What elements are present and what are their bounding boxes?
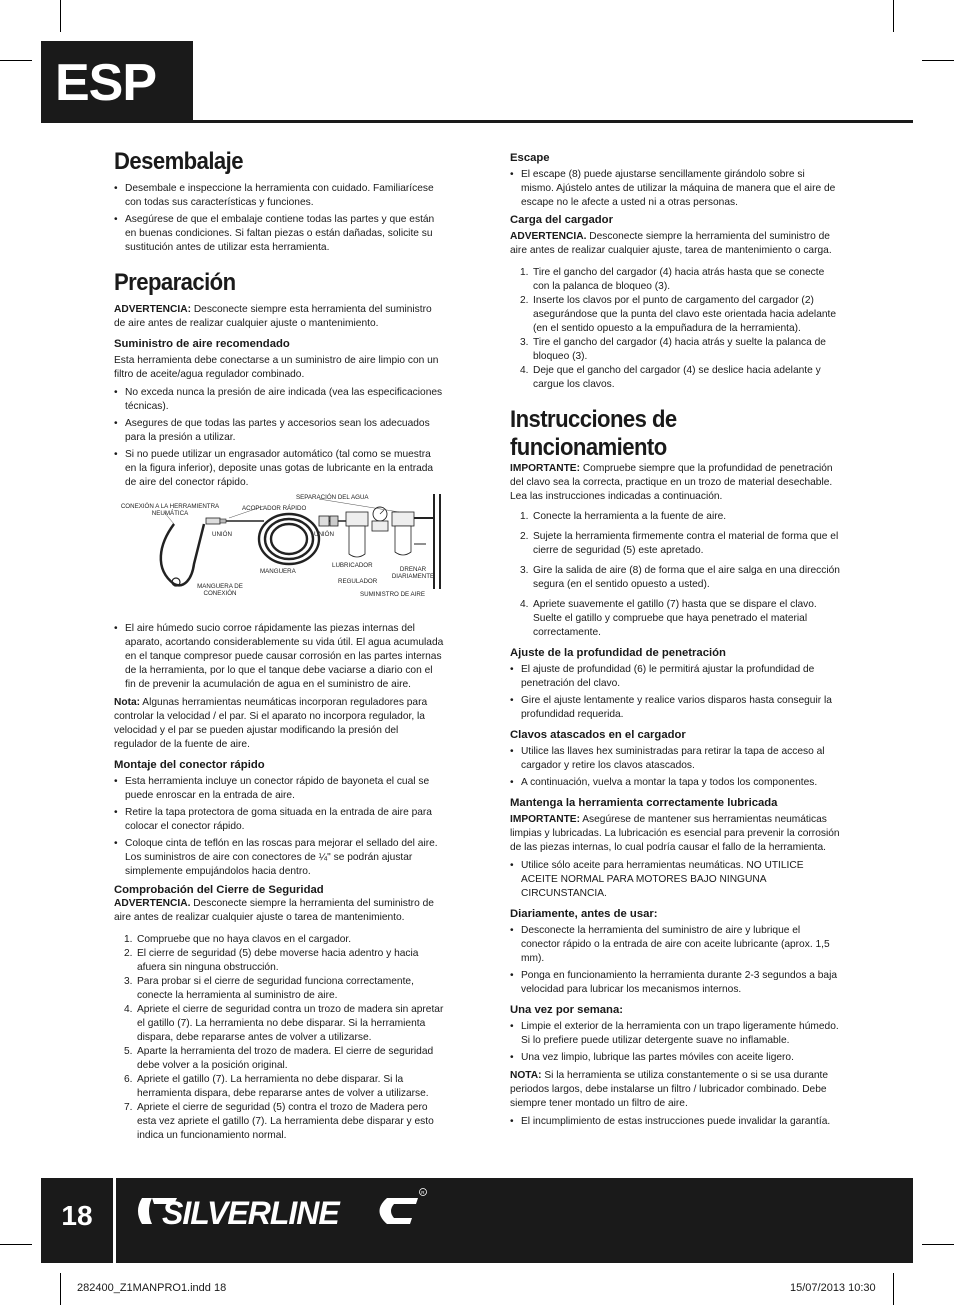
wet-air-list xyxy=(114,622,444,692)
step-text: Apriete el cierre de seguridad contra un trozo de madera sin apretar el gatillo (7). La herramienta no debe disparar. Si la herramienta dispara, debe repararse antes de volver a utilizarse. xyxy=(137,1004,444,1043)
step-text: Apriete el gatillo (7). La herramienta no debe disparar. Si la herramienta dispara, debe repararse antes de volver a utilizarse. xyxy=(137,1074,429,1099)
lube-list xyxy=(510,859,840,901)
label-quick-coupler: ACOPLADOR RÁPIDO xyxy=(242,505,307,512)
list-item: • Si no puede utilizar un engrasador automático (tal como se muestra en la figura inferior), deposite unas gotas de lubricante en la entrada de aire del conector rápido. xyxy=(114,448,444,490)
list-item: • Coloque cinta de teflón en las roscas para mejorar el sellado del aire. Los suministros de aire con conectores de ¼" se podrán ajustar simplemente empujándolos hacia dentro. xyxy=(114,837,444,879)
list-item: • Desembale e inspeccione la herramienta con cuidado. Familiarícese con todas sus características y funciones. xyxy=(114,182,444,210)
label-hose: MANGUERA xyxy=(260,568,296,575)
warning-text: Desconecte siempre la herramienta del suministro de aire antes de realizar cualquier ajuste, tarea de mantenimiento o carga. xyxy=(510,231,832,256)
list-item: • A continuación, vuelva a montar la tapa y todos los componentes. xyxy=(510,776,840,790)
label-lubricator: LUBRICADOR xyxy=(332,562,373,569)
language-tab xyxy=(41,41,193,123)
list-item: 4. Deje que el gancho del cargador (4) se deslice hacia adelante y cargue los clavos. xyxy=(520,365,821,390)
daily-list xyxy=(510,924,840,997)
loading-warning xyxy=(510,230,840,258)
label-tool-connection: CONEXIÓN A LA HERRAMIENTRA NEUMÁTICA xyxy=(120,503,220,517)
list-item: 1. Conecte la herramienta a la fuente de aire. xyxy=(520,511,727,522)
section-title-ops: Instrucciones de funcionamiento xyxy=(510,406,677,461)
label-drain-daily: DRENAR DIARIAMENTE xyxy=(391,566,435,580)
brand-wordmark: SILVERLINE xyxy=(162,1195,339,1231)
exhaust-list xyxy=(510,168,840,210)
jam-list xyxy=(510,745,840,790)
important-label: IMPORTANTE: xyxy=(510,463,580,474)
note-paragraph xyxy=(114,696,444,752)
list-item: 4. Apriete suavemente el gatillo (7) hasta que se dispare el clavo. Suelte el gatillo y compruebe que haya penetrado el material correctamente. xyxy=(520,599,817,638)
date-info: 15/07/2013 10:30 xyxy=(790,1282,876,1294)
list-item: • Utilice las llaves hex suministradas para retirar la tapa de acceso al cargador y retire los clavos atascados. xyxy=(510,745,840,773)
weekly-heading: Una vez por semana: xyxy=(510,1004,624,1016)
step-text: Tire el gancho del cargador (4) hacia atrás hasta que se conecte con la palanca de bloqueo (3). xyxy=(533,267,825,292)
crop-mark xyxy=(922,60,954,61)
list-item: 6. Apriete el gatillo (7). La herramienta no debe disparar. Si la herramienta dispara, debe repararse antes de volver a utilizarse. xyxy=(124,1074,429,1099)
step-text: Deje que el gancho del cargador (4) se deslice hacia adelante y cargue los clavos. xyxy=(533,365,821,390)
crop-mark xyxy=(60,1273,61,1305)
depth-heading: Ajuste de la profundidad de penetración xyxy=(510,647,726,659)
list-item: 4. Apriete el cierre de seguridad contra un trozo de madera sin apretar el gatillo (7). La herramienta no debe disparar. Si la herramienta dispara, debe repararse antes de volver a utilizarse. xyxy=(124,1004,444,1043)
loading-heading: Carga del cargador xyxy=(510,214,613,226)
ops-note xyxy=(510,1069,840,1111)
list-item: 3. Gire la salida de aire (8) de forma que el aire salga en una dirección segura (en el sentido opuesto a usted). xyxy=(520,565,840,590)
step-text: Inserte los clavos por el punto de cargamento del cargador (2) asegurándose que la punta del clavo este orientada hacia adelante (en el sentido opuesto a la empuñadura de la herramienta). xyxy=(533,295,837,334)
list-item: 2. El cierre de seguridad (5) debe moverse hacia adentro y hacia afuera sin ninguna obstrucción. xyxy=(124,948,419,973)
list-item: 3. Para probar si el cierre de seguridad funciona correctamente, conecte la herramienta al suministro de aire. xyxy=(124,976,414,1001)
language-label: ESP xyxy=(55,54,157,112)
list-item: 2. Inserte los clavos por el punto de cargamento del cargador (2) asegurándose que la punta del clavo este orientada hacia adelante (en el sentido opuesto a la empuñadura de la herramienta). xyxy=(520,295,837,334)
warning-text: Desconecte siempre esta herramienta del suministro de aire antes de realizar cualquier ajuste o mantenimiento. xyxy=(114,304,432,329)
note-label: NOTA: xyxy=(510,1070,542,1081)
file-info: 282400_Z1MANPRO1.indd 18 xyxy=(77,1282,227,1294)
page-number: 18 xyxy=(61,1200,93,1231)
lube-important xyxy=(510,813,840,855)
list-item: • Gire el ajuste lentamente y realice varios disparos hasta conseguir la profundidad requerida. xyxy=(510,694,840,722)
important-text: Compruebe siempre que la profundidad de penetración del clavo sea la correcta, practique en un trozo de material desechable. Lea las instrucciones indicadas a continuación. xyxy=(510,463,833,502)
list-item: • Desconecte la herramienta del suministro de aire y lubrique el conector rápido o la entrada de aire con aceite lubricante (aprox. 1,5 mm). xyxy=(510,924,840,966)
jam-heading: Clavos atascados en el cargador xyxy=(510,729,686,741)
list-item: • Limpie el exterior de la herramienta con un trapo ligeramente húmedo. Si lo prefiere puede utilizar detergente suave no inflamable. xyxy=(510,1020,840,1048)
crop-mark xyxy=(893,1273,894,1305)
step-text: Aparte la herramienta del trozo de madera. El cierre de seguridad debe volver a la posición original. xyxy=(137,1046,434,1071)
list-item: • Ponga en funcionamiento la herramienta durante 2-3 segundos a baja velocidad para lubricar los mecanismos internos. xyxy=(510,969,840,997)
label-connection-hose: MANGUERA DE CONEXIÓN xyxy=(197,583,243,597)
crop-mark xyxy=(0,60,32,61)
svg-text:R: R xyxy=(421,1189,425,1195)
crop-mark xyxy=(922,1244,954,1245)
list-item: • El escape (8) puede ajustarse sencillamente girándolo sobre si mismo. Ajústelo antes de utilizar la máquina de manera que el aire de escape no le afecte a usted ni a otras personas. xyxy=(510,168,840,210)
list-item: • Asegures de que todas las partes y accesorios sean los adecuados para la presión a utilizar. xyxy=(114,417,444,445)
step-text: Apriete el cierre de seguridad (5) contra el trozo de Madera pero esta vez apriete el gatillo (7). La herramienta debe disparar y esto indica un funcionamiento normal. xyxy=(137,1102,434,1141)
note-label: Nota: xyxy=(114,697,141,708)
left-column xyxy=(114,148,444,1147)
qc-heading: Montaje del conector rápido xyxy=(114,759,265,771)
unpack-list xyxy=(114,182,444,255)
air-supply-diagram xyxy=(114,494,444,612)
label-union: UNIÓN xyxy=(314,531,334,538)
list-item: 1. Compruebe que no haya clavos en el cargador. xyxy=(124,934,352,945)
step-text: Para probar si el cierre de seguridad funciona correctamente, conecte la herramienta al suministro de aire. xyxy=(137,976,414,1001)
list-item: 2. Sujete la herramienta firmemente contra el material de forma que el cierre de seguridad (5) este apretado. xyxy=(520,531,839,556)
label-union: UNIÓN xyxy=(212,531,232,538)
ops-steps xyxy=(510,510,840,640)
prep-warning xyxy=(114,303,444,331)
air-text: Esta herramienta debe conectarse a un suministro de aire limpio con un filtro de aceite/agua regulador combinado. xyxy=(114,355,439,380)
section-title-unpack: Desembalaje xyxy=(114,148,243,175)
weekly-list xyxy=(510,1020,840,1065)
list-item: 3. Tire el gancho del cargador (4) hacia atrás y suelte la palanca de bloqueo (3). xyxy=(520,337,826,362)
warning-label: ADVERTENCIA. xyxy=(510,231,587,242)
list-item: • Esta herramienta incluye un conector rápido de bayoneta el cual se puede enroscar en la entrada de aire. xyxy=(114,775,444,803)
warning-text: Desconecte siempre la herramienta del suministro de aire antes de realizar cualquier ajuste o tarea de mantenimiento. xyxy=(114,898,434,923)
safety-warning xyxy=(114,897,444,925)
air-list xyxy=(114,386,444,490)
crop-mark xyxy=(0,1244,32,1245)
list-item: 1. Tire el gancho del cargador (4) hacia atrás hasta que se conecte con la palanca de bloqueo (3). xyxy=(520,267,825,292)
safety-steps xyxy=(114,933,444,1143)
section-title-prep: Preparación xyxy=(114,269,236,296)
silverline-logo-icon xyxy=(132,1186,432,1236)
note-text: Si la herramienta se utiliza constantemente o si se usa durante periodos largos, debe instalarse un filtro / lubricador combinado. Debe siempre tener montado un filtro de aire. xyxy=(510,1070,829,1109)
list-item: • El ajuste de profundidad (6) le permitirá ajustar la profundidad de penetración del clavo. xyxy=(510,663,840,691)
step-text: El cierre de seguridad (5) debe moverse hacia adentro y hacia afuera sin ninguna obstrucción. xyxy=(137,948,419,973)
exhaust-heading: Escape xyxy=(510,152,550,164)
safety-heading: Comprobación del Cierre de Seguridad xyxy=(114,884,324,896)
list-item: 7. Apriete el cierre de seguridad (5) contra el trozo de Madera pero esta vez apriete el gatillo (7). La herramienta debe disparar y esto indica un funcionamiento normal. xyxy=(124,1102,434,1141)
step-text: Compruebe que no haya clavos en el cargador. xyxy=(137,934,352,945)
step-text: Tire el gancho del cargador (4) hacia atrás y suelte la palanca de bloqueo (3). xyxy=(533,337,826,362)
right-column xyxy=(510,148,840,1133)
list-item: • Retire la tapa protectora de goma situada en la entrada de aire para colocar el conector rápido. xyxy=(114,806,444,834)
note-text: Algunas herramientas neumáticas incorporan reguladores para controlar la velocidad / el par. Si el aparato no incorpora regulador, la velocidad y el par se pueden ajustar modificando la presión del regulador de la fuente de aire. xyxy=(114,697,428,750)
crop-mark xyxy=(893,0,894,32)
step-text: Sujete la herramienta firmemente contra el material de forma que el cierre de seguridad (5) este apretado. xyxy=(533,531,839,556)
air-heading: Suministro de aire recomendado xyxy=(114,338,290,350)
loading-steps xyxy=(510,266,840,392)
qc-list xyxy=(114,775,444,879)
list-item: • El aire húmedo sucio corroe rápidamente las piezas internas del aparato, acortando considerablemente su vida útil. El agua acumulada en el tanque compresor puede causar corrosión en las partes internas de la herramienta, por lo que el tanque debe vaciarse a diario con el fin de prevenir la acumulación de agua en el suministro de aire. xyxy=(114,622,444,692)
list-item: • El incumplimiento de estas instrucciones puede invalidar la garantía. xyxy=(510,1115,840,1129)
label-water-separation: SEPARACIÓN DEL AGUA xyxy=(296,494,369,501)
list-item: • Utilice sólo aceite para herramientas neumáticas. NO UTILICE ACEITE NORMAL PARA MOTORES BAJO NINGUNA CIRCUNSTANCIA. xyxy=(510,859,840,901)
important-label: IMPORTANTE: xyxy=(510,814,580,825)
warning-label: ADVERTENCIA. xyxy=(114,898,191,909)
warning-label: ADVERTENCIA: xyxy=(114,304,191,315)
daily-heading: Diariamente, antes de usar: xyxy=(510,908,658,920)
header-rule xyxy=(193,120,913,123)
list-item: • Asegúrese de que el embalaje contiene todas las partes y que están en buenas condiciones. Si faltan piezas o están dañadas, solicite su sustitución antes de utilizar esta herramienta. xyxy=(114,213,444,255)
ops-important xyxy=(510,462,840,504)
label-air-supply: SUMINISTRO DE AIRE xyxy=(360,591,425,598)
step-text: Apriete suavemente el gatillo (7) hasta que se dispare el clavo. Suelte el gatillo y compruebe que haya penetrado el material correctamente. xyxy=(533,599,817,638)
brand-logo xyxy=(132,1186,432,1236)
important-text: Asegúrese de mantener sus herramientas neumáticas limpias y lubricadas. La lubricación es esencial para prevenir la corrosión de las piezas internas, lo cual podría causar el fallo de la herramienta. xyxy=(510,814,840,853)
page-number-box xyxy=(41,1178,116,1263)
depth-list xyxy=(510,663,840,722)
lube-heading: Mantenga la herramienta correctamente lubricada xyxy=(510,797,778,809)
crop-mark xyxy=(60,0,61,32)
list-item: • Una vez limpio, lubrique las partes móviles con aceite ligero. xyxy=(510,1051,840,1065)
step-text: Gire la salida de aire (8) de forma que el aire salga en una dirección segura (en el sentido opuesto a usted). xyxy=(533,565,840,590)
list-item: • No exceda nunca la presión de aire indicada (vea las especificaciones técnicas). xyxy=(114,386,444,414)
step-text: Conecte la herramienta a la fuente de aire. xyxy=(533,511,727,522)
warranty-list xyxy=(510,1115,840,1129)
list-item: 5. Aparte la herramienta del trozo de madera. El cierre de seguridad debe volver a la posición original. xyxy=(124,1046,434,1071)
label-regulator: REGULADOR xyxy=(338,578,378,585)
